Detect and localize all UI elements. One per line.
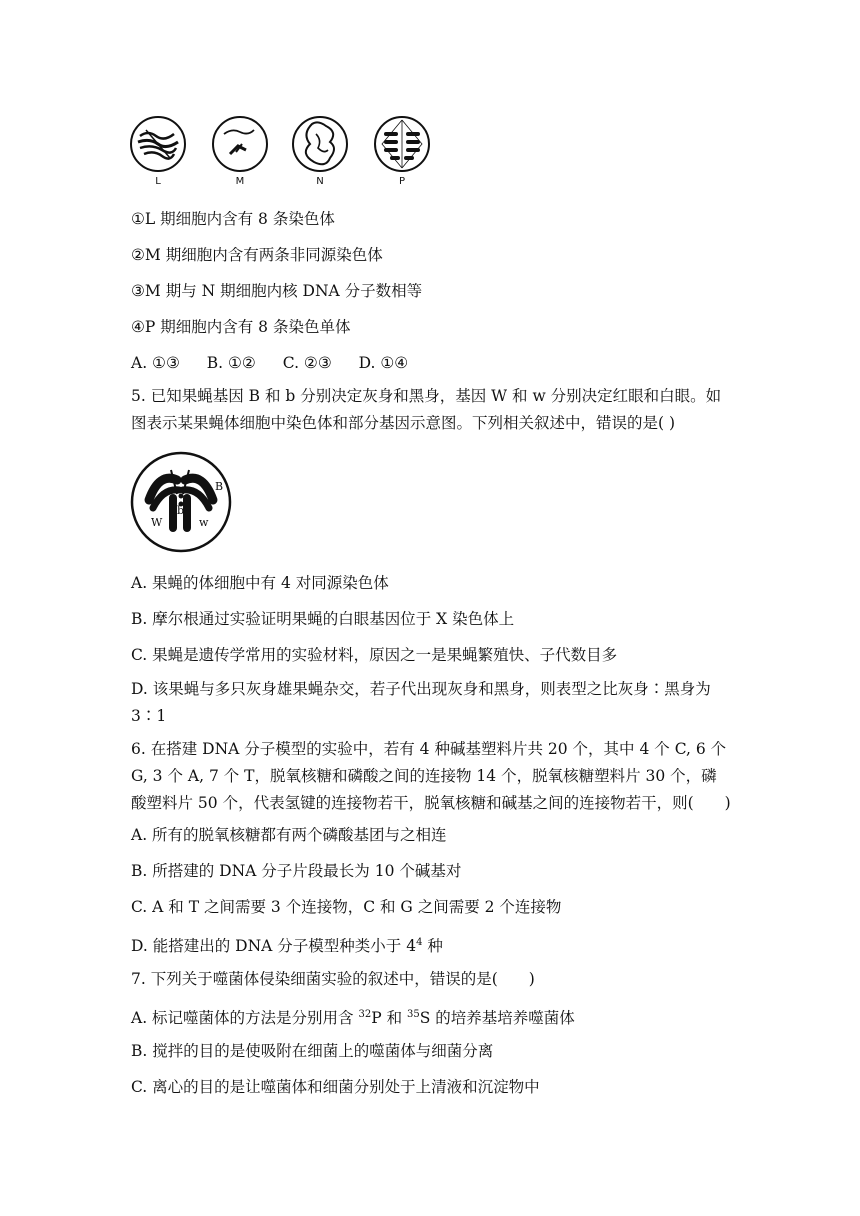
q7-option-a-mid: P 和: [371, 1009, 408, 1028]
q7-option-c: C. 离心的目的是让噬菌体和细菌分别处于上清液和沉淀物中: [131, 1078, 540, 1096]
q6-option-c: C. A 和 T 之间需要 3 个连接物，C 和 G 之间需要 2 个连接物: [131, 898, 562, 916]
cell-division-figure: [128, 114, 438, 192]
q4-statement-1: ①L 期细胞内含有 8 条染色体: [131, 210, 335, 228]
q4-option-c: C. ②③: [282, 354, 332, 372]
q7-option-a-isotope-p: 32: [358, 1009, 372, 1020]
cell-l-diagram: [128, 114, 188, 187]
q7-option-a: [131, 1006, 575, 1027]
q7-option-a-isotope-s: 35: [407, 1009, 420, 1020]
q4-option-d: D. ①④: [358, 354, 409, 372]
cell-label-l: L: [155, 176, 161, 187]
gene-label-b-upper: B: [215, 480, 224, 493]
q5-option-c: C. 果蝇是遗传学常用的实验材料，原因之一是果蝇繁殖快、子代数目多: [131, 646, 618, 664]
q4-options: [131, 354, 430, 372]
cell-n-diagram: [290, 114, 350, 187]
cell-m-diagram: [210, 114, 270, 187]
q6-option-d-tail: 种: [422, 937, 443, 956]
q4-option-b: B. ①②: [206, 354, 256, 372]
q6-stem: 6. 在搭建 DNA 分子模型的实验中，若有 4 种碱基塑料片共 20 个，其中 4 个 C, 6 个 G, 3 个 A, 7 个 T，脱氧核糖和磷酸之间的连接物 14 个，脱氧核糖塑料片 30 个，磷酸塑料片 50 个，代表氢键的连接物若干，脱氧核糖和碱基之间的连接物若干，则( ): [131, 740, 731, 812]
q7-option-b: B. 搅拌的目的是使吸附在细菌上的噬菌体与细菌分离: [131, 1042, 494, 1060]
q7-option-a-post: S 的培养基培养噬菌体: [419, 1009, 575, 1028]
gene-label-w-upper: W: [151, 516, 163, 529]
q7-stem: 7. 下列关于噬菌体侵染细菌实验的叙述中，错误的是( ): [131, 970, 535, 988]
cell-label-m: M: [235, 176, 245, 187]
q6-option-a: A. 所有的脱氧核糖都有两个磷酸基团与之相连: [131, 826, 447, 844]
gene-label-b-lower: b: [177, 504, 185, 517]
cell-label-p: P: [398, 176, 406, 187]
q4-statement-4: ④P 期细胞内含有 8 条染色单体: [131, 318, 351, 336]
q5-option-b: B. 摩尔根通过实验证明果蝇的白眼基因位于 X 染色体上: [131, 610, 515, 628]
q6-option-d-text: D. 能搭建出的 DNA 分子模型种类小于 4: [131, 937, 417, 956]
gene-label-w-lower: w: [199, 516, 209, 529]
q7-option-a-pre: A. 标记噬菌体的方法是分别用含: [131, 1009, 359, 1028]
q4-option-a: A. ①③: [131, 354, 180, 372]
cell-label-n: N: [316, 176, 324, 187]
fruit-fly-chromosome-figure: [129, 450, 233, 558]
q5-option-d: D. 该果蝇与多只灰身雄果蝇杂交，若子代出现灰身和黑身，则表型之比灰身∶黑身为 3∶1: [131, 680, 711, 725]
q6-option-b: B. 所搭建的 DNA 分子片段最长为 10 个碱基对: [131, 862, 462, 880]
q4-statement-3: ③M 期与 N 期细胞内核 DNA 分子数相等: [131, 282, 423, 300]
q5-stem: 5. 已知果蝇基因 B 和 b 分别决定灰身和黑身，基因 W 和 w 分别决定红眼和白眼。如图表示某果蝇体细胞中染色体和部分基因示意图。下列相关叙述中，错误的是( ): [131, 387, 722, 432]
q6-option-d-exponent: 4: [416, 937, 423, 948]
q6-option-d: [131, 934, 443, 955]
q5-option-a: A. 果蝇的体细胞中有 4 对同源染色体: [131, 574, 389, 592]
cell-p-diagram: [372, 114, 432, 187]
q4-statement-2: ②M 期细胞内含有两条非同源染色体: [131, 246, 383, 264]
